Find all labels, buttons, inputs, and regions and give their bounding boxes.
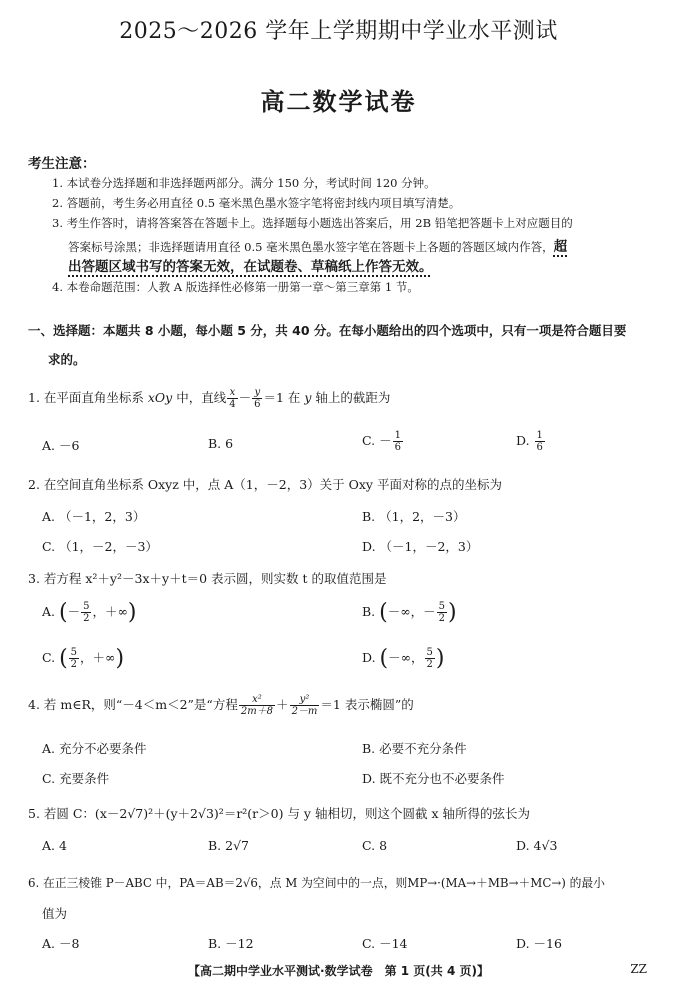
q3-option-a: A. (－ $\frac{5}{2}$ ，＋∞) [42,600,137,625]
q1-minus: － [238,390,252,405]
q4-option-d: D. 既不充分也不必要条件 [362,771,505,786]
question-1-stem [28,387,390,410]
exam-title: 2025～2026 学年上学期期中学业水平测试 [119,19,558,44]
section-heading: 一、选择题：本题共 8 小题，每小题 5 分，共 40 分。在每小题给出的四个选项中，只有一项是符合题目要 [28,323,627,338]
q1-fraction-y: $\frac{y}{6}$ [254,387,261,410]
q4-fraction-x: $\frac{\text{x²}}{2m+8}$ [240,694,274,717]
notice-item-3-cont [68,235,567,255]
question-6-stem: 6. 在正三棱锥 P－ABC 中，PA＝AB＝2√6，点 M 为空间中的一点，则MP→·(MA→＋MB→＋MC→) 的最小 [28,876,605,890]
q6-option-c: C. －14 [362,936,408,951]
q1-text-d: 轴上的截距为 [311,390,391,405]
q5-option-c: C. 8 [362,838,388,853]
q4-fraction-y: $\frac{\text{y²}}{2-m}$ [291,694,318,717]
footer-code: ZZ [630,962,647,976]
q5-option-d: D. 4√3 [516,838,558,853]
question-6-stem-cont: 值为 [42,906,68,921]
q1-option-a: A. －6 [42,438,80,453]
q1-text-a: 1. 在平面直角坐标系 [28,390,148,405]
q4-option-b: B. 必要不充分条件 [362,741,467,756]
q1-fraction-x: $\frac{x}{4}$ [229,387,236,410]
q1-text-c: ＝1 在 [263,390,305,405]
question-4-stem [28,694,414,717]
q4-plus: ＋ [276,697,289,712]
q4-text-a: 4. 若 m∈R，则“－4＜m＜2”是“方程 [28,697,238,712]
page-footer: 【高二期中学业水平测试·数学试卷 第 1 页(共 4 页)】 [188,964,489,978]
section-heading-cont: 求的。 [48,352,86,367]
q1-option-d: D. $\frac{1}{6}$ [516,430,543,453]
q5-option-b: B. 2√7 [208,838,250,853]
q1-yvar: y [304,390,312,405]
q5-option-a: A. 4 [42,838,67,853]
q4-option-a: A. 充分不必要条件 [42,741,147,756]
question-2-stem: 2. 在空间直角坐标系 Oxyz 中，点 A（1，－2，3）关于 Oxy 平面对称的点的坐标为 [28,477,502,492]
q3-option-b: B. (－∞，－ $\frac{5}{2}$ ) [362,600,457,625]
notice-item-1: 1. 本试卷分选择题和非选择题两部分。满分 150 分，考试时间 120 分钟。 [52,176,436,190]
q1-var: xOy [147,390,173,405]
notice-heading: 考生注意： [28,156,96,172]
q3-option-d: D. (－∞， $\frac{5}{2}$ ) [362,646,445,671]
q2-option-c: C. （1，－2，－3） [42,539,158,554]
q1-option-b: B. 6 [208,436,234,451]
q1-text-b: 中，直线 [172,390,227,405]
q1-option-c: C. － $\frac{1}{6}$ [362,430,401,453]
q4-text-b: ＝1 表示椭圆”的 [320,697,414,712]
notice-item-3-bold-start: 超 [553,239,568,255]
notice-item-3: 3. 考生作答时，请将答案答在答题卡上。选择题每小题选出答案后，用 2B 铅笔把答题卡上对应题目的 [52,216,573,230]
q6-option-a: A. －8 [42,936,80,951]
notice-item-3-text: 答案标号涂黑；非选择题请用直径 0.5 毫米黑色墨水签字笔在答题卡上各题的答题区域内作答， [68,240,554,254]
q2-option-a: A. （－1，2，3） [42,509,146,524]
question-5-stem: 5. 若圆 C：(x－2√7)²＋(y＋2√3)²＝r²(r＞0) 与 y 轴相切，则这个圆截 x 轴所得的弦长为 [28,806,530,821]
exam-subject-title: 高二数学试卷 [260,87,417,116]
notice-item-4: 4. 本卷命题范围：人教 A 版选择性必修第一册第一章～第三章第 1 节。 [52,280,419,294]
notice-item-3-bold: 出答题区域书写的答案无效，在试题卷、草稿纸上作答无效。 [68,259,433,275]
question-3-stem: 3. 若方程 x²＋y²－3x＋y＋t＝0 表示圆，则实数 t 的取值范围是 [28,571,387,586]
q2-option-d: D. （－1，－2，3） [362,539,479,554]
q6-option-d: D. －16 [516,936,562,951]
q2-option-b: B. （1，2，－3） [362,509,466,524]
q3-option-c: C. ( $\frac{5}{2}$ ，＋∞) [42,646,125,671]
q6-option-b: B. －12 [208,936,254,951]
notice-item-2: 2. 答题前，考生务必用直径 0.5 毫米黑色墨水签字笔将密封线内项目填写清楚。 [52,196,461,210]
q4-option-c: C. 充要条件 [42,771,110,786]
